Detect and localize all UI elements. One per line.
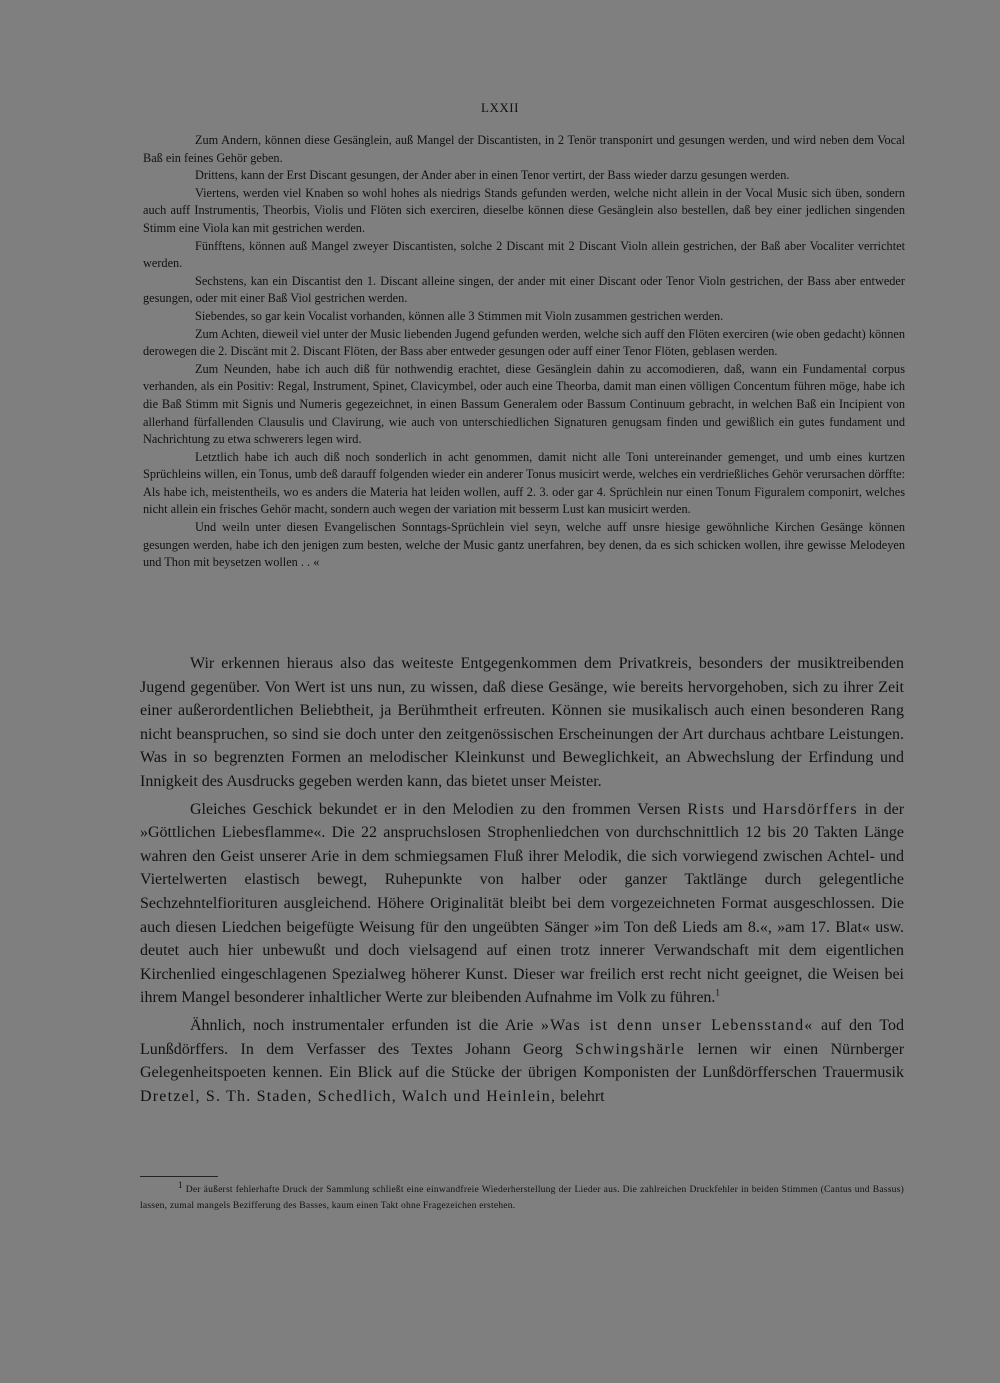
quote-paragraph: Letztlich habe ich auch diß noch sonderlich in acht genommen, damit nicht alle Toni untereinander gemenget, und umb eines kurtzen Sprüchleins willen, ein Tonus, umb deß darauff folgenden wieder ein anderer Tonus musicirt werde, welches ein verdrießliches Gehör verursachen dörffte: Als habe ich, meistentheils, wo es anders die Materia hat leiden wollen, auff 2. 3. oder gar 4. Sprüchlein nur einen Tonum Figuralem componirt, welches nicht allein ein frisches Gehör macht, sondern auch wegen der variation mit besserm Lust kan musicirt werden.	[143, 449, 905, 517]
name-harsdoerffers: Harsdörffers	[762, 800, 858, 818]
body-paragraph-1: Wir erkennen hieraus also das weiteste Entgegenkommen dem Privatkreis, besonders der musiktreibenden Jugend gegenüber. Von Wert ist uns nun, zu wissen, daß diese Gesänge, wie bereits hervorgehoben, sich zu ihrer Zeit einer außerordentlichen Beliebtheit, ja Berühmtheit erfreuten. Können sie musikalisch auch einen besonderen Rang nicht beanspruchen, so sind sie doch unter den zeitgenössischen Erscheinungen der Art durchaus achtbare Leistungen. Was in so begrenzten Formen an melodischer Kleinkunst und Beweglichkeit, an Abwechslung der Erfindung und Innigkeit des Ausdrucks gegeben werden kann, das bietet unser Meister.	[140, 655, 904, 790]
quote-paragraph: Zum Andern, können diese Gesänglein, auß Mangel der Discantisten, in 2 Tenör transponirt und gesungen werden, und wird neben dem Vocal Baß ein feines Gehör geben.	[143, 133, 905, 165]
text-span: belehrt	[560, 1087, 605, 1105]
text-span: auf den Tod Lunßdörffers. In dem Verfasser des Textes Johann Georg	[140, 1016, 905, 1058]
composer-names: Dretzel, S. Th. Staden, Schedlich, Walch und Heinlein,	[140, 1087, 557, 1105]
body-paragraph-3	[140, 1014, 904, 1108]
quote-paragraph: Zum Neunden, habe ich auch diß für nothwendig erachtet, diese Gesänglein dahin zu accomodieren, daß, wann ein Fundamental corpus verhanden, als ein Positiv: Regal, Instrument, Spinet, Clavicymbel, oder auch eine Theorba, damit man einen völligen Concentum führen möge, habe ich die Baß Stimm mit Signis und Numeris gegezeichnet, in einen Bassum Generalem oder Bassum Continuum gebracht, in welchen Baß ein Incipient von allerhand fürfallenden Clausulis und Clavirung, wie auch von unterschiedlichen Signaturen genugsam finden und gewißlich ein gutes fundament und Nachrichtung zu etwa schwerers legen wird.	[143, 361, 905, 447]
quote-paragraph: Drittens, kann der Erst Discant gesungen, der Ander aber in einen Tenor vertirt, der Bass wieder darzu gesungen werden.	[195, 168, 790, 183]
footnote-reference: 1	[715, 987, 720, 998]
quote-paragraph: Siebendes, so gar kein Vocalist vorhanden, können alle 3 Stimmen mit Violn zusammen gestrichen werden.	[195, 308, 724, 323]
aria-title: »Was ist denn unser Lebensstand«	[540, 1016, 814, 1034]
text-span: und	[732, 800, 757, 818]
text-span: in der »Göttlichen Liebesflamme«. Die 22 anspruchslosen Strophenliedchen von durchschnittlich 12 bis 20 Takten Länge wahren den Geist unserer Arie in dem schmiegsamen Fluß ihrer Melodik, die sich vorwiegend zwischen Achtel- und Viertelwerten elastisch bewegt, Ruhepunkte von halber oder ganzer Taktlänge durch gelegentliche Sechzehntelfiorituren ausgleichend. Höhere Originalität bleibt bei dem vorgezeichneten Format ausgeschlossen. Die auch diesen Liedchen beigefügte Weisung für den ungeübten Sänger »im Ton deß Lieds am 8.«, »am 17. Blat« usw. deutet auch hier unbewußt und doch vielsagend auf einen trotz innerer Verwandschaft mit dem eigentlichen Kirchenlied eingeschlagenen Spezialweg höherer Kunst. Dieser war freilich erst recht nicht geeignet, die Weisen bei ihrem Mangel besonderer inhaltlicher Werte zur bleibenden Aufnahme im Volk zu führen.	[140, 800, 905, 1007]
quote-paragraph: Viertens, werden viel Knaben so wohl hohes als niedrigs Stands gefunden werden, welche nicht allein in der Vocal Music sich üben, sondern auch auff Instrumentis, Theorbis, Violis und Flöten sich exerciren, dieselbe können diese Gesänglein also bestellen, daß bey einer jedlichen singenden Stimm eine Viola kan mit gestrichen werden.	[143, 185, 905, 235]
text-span: lernen wir einen Nürnberger Gelegenheitspoeten kennen. Ein Blick auf die Stücke der übrigen Komponisten der Lunßdörfferschen Trauermusik	[140, 1040, 905, 1082]
text-span: Ähnlich, noch instrumentaler erfunden ist die Arie	[190, 1016, 534, 1034]
body-paragraph-2	[140, 798, 904, 1010]
footnote-divider	[140, 1176, 218, 1177]
main-text	[140, 652, 904, 1112]
footnote-text: Der äußerst fehlerhafte Druck der Sammlung schließt eine einwandfreie Wiederherstellung der Lieder aus. Die zahlreichen Druckfehler in beiden Stimmen (Cantus und Bassus) lassen, zumal mangels Bezifferung des Basses, kaum einen Takt ohne Fragezeichen erstehen.	[140, 1184, 904, 1211]
name-schwingshaerle: Schwingshärle	[575, 1040, 685, 1058]
quoted-preface	[143, 132, 905, 572]
quote-paragraph: Und weiln unter diesen Evangelischen Sonntags-Sprüchlein viel seyn, welche auff unsre hiesige gewöhnliche Kirchen Gesänge können gesungen werden, habe ich den jenigen zum besten, welche der Music gantz unerfahren, bey denen, da es sich schicken wollen, ihre gewisse Melodeyen und Thon mit beysetzen wollen . . «	[143, 520, 905, 570]
text-span: Gleiches Geschick bekundet er in den Melodien zu den frommen Versen	[190, 800, 681, 818]
name-rists: Rists	[687, 800, 726, 818]
quote-paragraph: Fünfftens, können auß Mangel zweyer Discantisten, solche 2 Discant mit 2 Discant Violn allein gestrichen, der Baß aber Vocaliter verrichtet werden.	[143, 238, 905, 271]
footnote-paragraph	[140, 1179, 904, 1213]
footnote-marker: 1	[178, 1179, 183, 1190]
footnote	[140, 1179, 904, 1213]
quote-paragraph: Sechstens, kan ein Discantist den 1. Discant alleine singen, der ander mit einer Discant oder Tenor Violn gestrichen, der Bass aber entweder gesungen, oder mit einer Baß Viol gestrichen werden.	[143, 273, 905, 306]
page-number: LXXII	[481, 100, 519, 115]
quote-paragraph: Zum Achten, dieweil viel unter der Music liebenden Jugend gefunden werden, welche sich auff den Flöten exerciren (wie oben gedacht) können derowegen die 2. Discänt mit 2. Discant Flöten, der Bass aber entweder gesungen oder auff einer Tenor Flöten, geblasen werden.	[143, 326, 906, 359]
